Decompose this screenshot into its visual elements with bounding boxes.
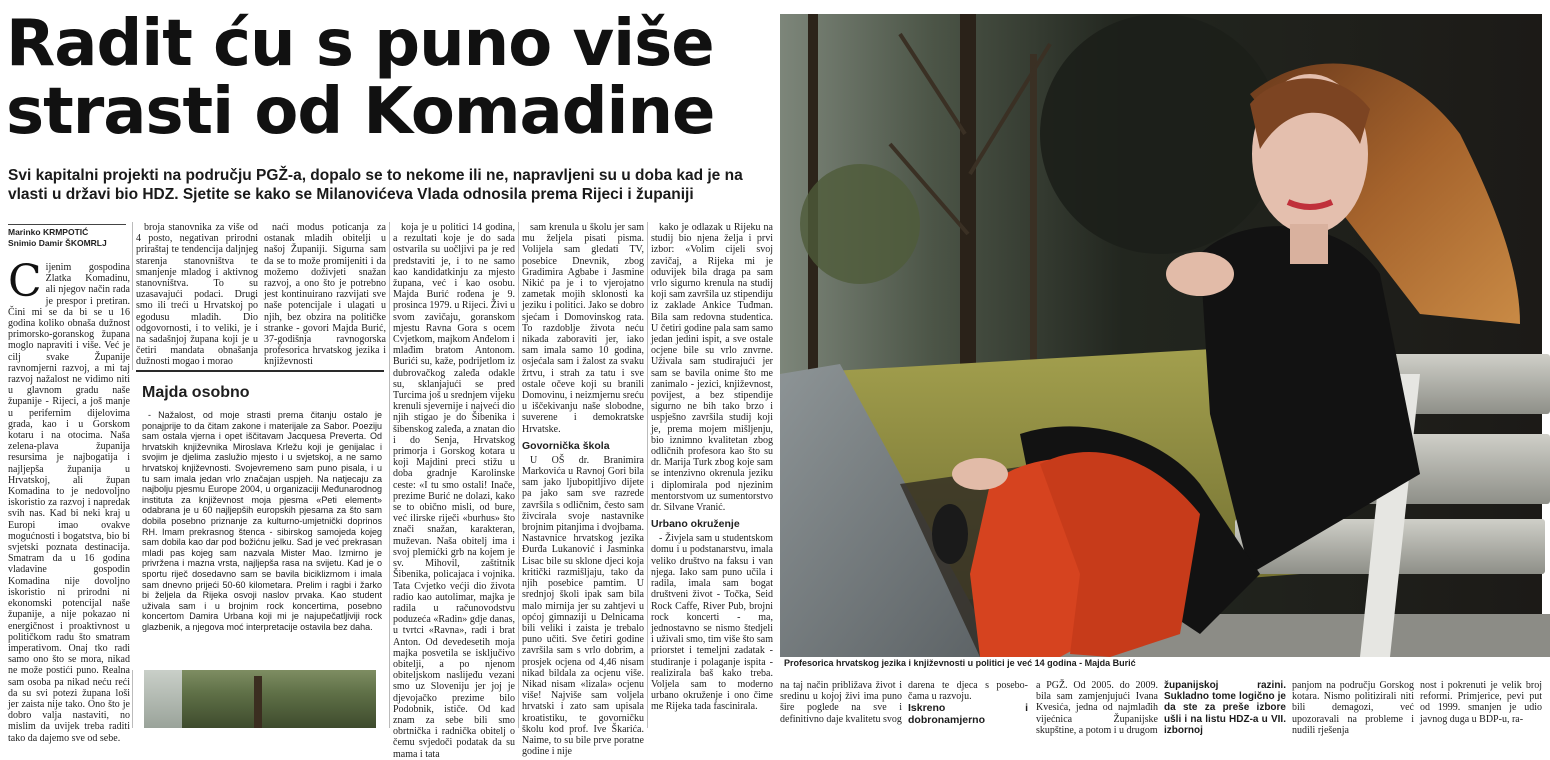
column-text: U OŠ dr. Branimira Markovića u Ravnoj Gori bila sam jako ljubopitljivo dijete pa jako sam sve razrede završila s odličnim, često sam živcirala svoje nastavnike brojnim pitanjima i dvojbama. Nastavnice hrvatskog jezika Đurđa Lukanović i Jasminka Lisac bile su sklone djeci koja kritički razmišljaju, tako da njih posebice pamtim. U srednjoj školi ipak sam bila malo mirnija jer su zahtjevi u općoj gimnaziji u Delnicama bili veliki i zaista je trebalo puno učiti. Sve četiri godine završila sam s vrlo dobrim, a prosjek ocjena od 4,46 nisam nikad bildala za ocjenu više. Nikad nisam «lizala» ocjenu više! Najviše sam voljela hrvatski i zato sam upisala kroatistiku, te govorničku školu kod prof. Ive Škarića. Naime, to su bile prve poratne godine i nije: [522, 454, 644, 758]
article-column-2: [136, 222, 258, 368]
subheading-iskreno-i-dobronamjerno: Iskreno i dobronamjerno: [908, 702, 1028, 727]
column-text: kako je odlazak u Rijeku na studij bio njena želja i prvi izbor: «Volim cijeli svoj zavičaj, a Rijeka mi je oduvijek bila draga pa sam vrlo sigurno krenula na studij koji sam završila uz stipendiju iz zaklade Ankice Tuđman. Bila sam redovna studentica. U četiri godine pala sam samo jedan jedini ispit, a sve ostale ocjene bile su vrlo znvrne. Uživala sam studirajući jer sam se bavila onime što me zanimalo - jezici, književnost, povijest, a bez stipendije sigurno ne bih tako brzo i uspješno završila studij koji je, prema mojem mišljenju, bio iznimno kvalitetan zbog odličnih profesora kao što su dr. Marija Turk zbog koje sam se intenzivno okrenula jeziku i diplomirala pod njezinim mentorstvom uz sumentorstvo dr. Silvane Vranić.: [651, 222, 773, 514]
subheading-urbano-okruzenje: Urbano okruženje: [651, 518, 740, 531]
column-text: županijskoj razini. Sukladno tome logično je da ste za preše izbore ušli i na listu HDZ-a u VII. izbornoj: [1164, 680, 1286, 736]
photo-caption: Profesorica hrvatskog jezika i književnosti u politici je već 14 godina - Majda Burić: [784, 658, 1136, 668]
photo-scene: [780, 14, 1542, 657]
photo-sky: [144, 670, 182, 728]
headline-line-1: Radit ću s puno više: [6, 7, 714, 81]
right-column-5: [1292, 680, 1414, 736]
article-column-3: [264, 222, 386, 368]
box-title: Majda osobno: [142, 384, 250, 401]
right-column-1: [780, 680, 902, 728]
column-divider: [389, 222, 390, 728]
column-text: darena te djeca s posebo- čama u razvoju.: [908, 680, 1028, 703]
column-text: broja stanovnika za više od 4 posto, negativan prirodni priraštaj te tendencija daljnjeg starenja stanovništva te smanjenje mladog i aktivnog stanovništva. To su uzasavajući podaci. Drugi smo ili treći u Hrvatskoj po egodusu mladih. Dio odgovornosti, i to veliki, je i na sadašnjoj župana koji je u četiri mandata obnašanja dužnosti mogao i morao: [136, 222, 258, 368]
right-column-3: [1036, 680, 1158, 736]
column-text: - Živjela sam u studentskom domu i u podstanarstvu, imala veliko društvo na faksu i van njega. Iako sam puno učila i radila, imala sam bogat društveni život - Točka, Seid Rock Caffe, River Pub, brojni rock koncerti - ma, jednostavno se nismo štedjeli i uživali smo, tim više što sam priorstet i temeljni zadatak - studiranje i polaganje ispita - realizirala baš kako treba. Voljela sam to moderno urbano okruženje i ono čime me Rijeka tada fascinirala.: [651, 533, 773, 713]
right-column-6: [1420, 680, 1542, 728]
right-column-2: [908, 680, 1028, 728]
byline-rule: [8, 224, 126, 225]
article-column-5: [522, 222, 644, 758]
box-paragraph: - Nažalost, od moje strasti prema čitanju ostalo je ponajprije to da čitam zakone i materijale za Sabor. Poeziju sam ostala vjerna i opet iščitavam Jacquesa Preverta. Od hrvatskih književnika Miroslava Krležu koji je genijalac i svojim je djelima zaslužio mjesto i u svjetskoj, a ne samo hrvatskoj književnosti. Svojevremeno sam puno pisala, i u tu sam imala jedan vrlo značajan uspjeh. Na natjecaju za najbolju pjesmu Europe 2004, u organizaciji Međunarodnog instituta za književnost moja pjesma «Peti element» odabrana je u 60 najljepših europskih pjesama za što sam dobila posebno priznanje za kulturno-umjetnički doprinos RH. Imam prekrasnog štenca - sibirskog samojeda kojeg sam dobila kao dar pod božićnu jelku. Sad je već prekrasan mladi pas kojeg sam nazvala Mister Mao. Izmirno je privržena i mazna vrsta, najljepša rasa na svijetu. Kad je o sportu riječ dosedavno sam se bavila biciklizmom i imala sam dnevno prijeći 50-60 kilometara. Prelim i ragbi i žarko bi željela da Rijeka osvoji naslov prvaka. Kao student uživala sam i u brojnim rock koncertima, posebno koncertom Damira Urbana koji mi je najupečatljiviji rock glazbenik, a njegova moć interpretacije ostavila bez daha.: [142, 410, 382, 632]
photo-tree-trunk: [254, 676, 262, 728]
column-text: panjom na području Gorskog kotara. Nismo politizirali niti bili demagozi, već upozoravali na probleme i nudili rješenja: [1292, 680, 1414, 736]
column-text: a PGŽ. Od 2005. do 2009. bila sam zamjenjujući Ivana Kvesića, jedna od najmlađih vijećnica Županijske skupštine, a potom i u drugom: [1036, 680, 1158, 736]
column-text: naći modus poticanja za ostanak mladih obitelji u našoj Županiji. Sigurna sam da se to može promijeniti i da možemo doživjeti snažan razvoj, a ono što je potrebno jest kontinuirano razvijati sve naše potencijale i ulagati u njih, bez obzira na političke stranke - govori Majda Burić, 37-godišnja ravnogorska profesorica hrvatskog jezika i književnosti: [264, 222, 386, 368]
column-text: ijenim gospodina Zlatka Komadinu, ali njegov način rada je prespor i pretiran. Čini mi se da bi se u 16 godina koliko obnaša dužnost primorsko-goranskog župana moglo napraviti i više. Već je cilj svake Županije ravnomjerni razvoj, a mi taj razvoj nažalost ne vidimo niti u glavnom gradu naše županije - Rijeci, a još manje u perifernim dijelovima grada, kao i u Gorskom kotaru i na otocima. Naša zelena-plava županija resursima je najbogatija i najljepša županija u Hrvatskoj, ali župan Komadina to je nedovoljno iskoristio za razvoj i napredak svih nas. Kad bi neki kraj u Europi imao ovakve mogućnosti i bogatstva, bio bi svjetski poznata destinacija. Smatram da u 16 godina vladavine gospodin Komadina nije dovoljno iskoristio ni prirodni ni ekonomski potencijal naše županije, a nije pokazao ni energičnost i proaktivnost u političkom radu što smatram imperativom. Onaj tko radi samo ono što se mora, nikad ne može postići puno. Realna sam osoba pa nikad neću reći da su svi potezi župana loši jer zaista nije tako. Ono što je dobro valja nastaviti, no mislim da uvijek treba raditi tako da dajemo sve od sebe.: [8, 262, 130, 744]
drop-cap: C: [8, 256, 42, 307]
sidebar-box-majda-osobno: [132, 370, 388, 670]
column-text: koja je u politici 14 godina, a rezultati koje je do sada ostvarila su uočljivi pa je red predstaviti je, i to ne samo kao kandidatkinju za mjesto župana, već i kao osobu. Majda Burić rođena je 9. prosinca 1979. u Rijeci. Živi u svom zavičaju, goranskom mjestu Ravna Gora s ocem Cvjetkom, majkom Anđelom i mlađim bratom Antonom. Burići su, kaže, podrijetlom iz dubrovačkog zaleđa odakle su, sklanjajući se pred Turcima još u srednjem vijeku krenuli sjevernije i najveći dio njih stigao je do Šibenika i šibenskog zaleđa, a znatan dio i do Senja, Hrvatskog primorja i Gorskog kotara u koji Majdini preci stižu u doba gradnje Karolinske ceste: «I tu smo ostali! Inače, prezime Burić ne dolazi, kako se to obično misli, od bure, već ilirske riječi «burhus» što znači snažan, karakteran, muževan. Naša obitelj ima i svoj plemićki grb na kojem je sv. Mihovil, zaštitnik Šibenika, policajaca i vojnika. Tata Cvjetko većji dio života radio kao autolimar, majka je radila u računovodstvu poduzeća «Radin» gdje danas, u tvrtci «Ravna», radi i brat Anton. Od devedesetih moja majka posvetila se isključivo obitelji, a po njenom obiteljskom naslijeđu vezani smo uz Sloveniju jer joj je djevojačko prezime bilo Podobnik, ističe. Od kad znam za sebe bili smo obrtnička i radnička obitelj o čemu svjedoči podatak da su mama i tata: [393, 222, 515, 760]
box-top-rule: [136, 370, 384, 372]
article-column-6: [651, 222, 773, 728]
column-text: nost i pokrenuti je velik broj reformi. Primjerice, pevi put od 1999. smanjen je udio javnog duga u BDP-u, ra-: [1420, 680, 1542, 725]
article-deck: Svi kapitalni projekti na području PGŽ-a, dopalo se to nekome ili ne, napravljeni su u doba kad je na vlasti u državi bio HDZ. Sjetite se kako se Milanovićeva Vlada odnosila prema Rijeci i županiji: [8, 167, 743, 203]
box-text: [142, 410, 382, 660]
right-page: [780, 0, 1550, 736]
column-divider: [647, 222, 648, 728]
inline-photo: [144, 670, 376, 728]
column-divider: [518, 222, 519, 728]
right-column-4: [1164, 680, 1286, 736]
headline-line-2: strasti od Komadine: [6, 75, 715, 149]
article-column-1: [8, 256, 130, 744]
portrait-photo: [780, 14, 1542, 657]
article-column-4: [393, 222, 515, 760]
byline-photographer: Snimio Damir ŠKOMRLJ: [8, 238, 107, 248]
column-text: sam krenula u školu jer sam mu željela pisati pisma. Volijela sam gledati TV, posebice Dnevnik, zbog Gradimira Agbabe i Jasmine Nikić pa je i to vjerojatno zametak mojih sklonosti ka jeziku i politici. Jako se dobro sjećam i Domovinskog rata. To razdoblje života neću nikada zaboraviti jer, iako sam imala samo 10 godina, osjećala sam i žalost za svaku žrtvu, i strah za tatu i sve ostale očeve koji su branili Domovinu, i neizmjernu sreću u iščekivanju naše slobodne, suverene i demokratske Hrvatske.: [522, 222, 644, 435]
byline-author: Marinko KRMPOTIĆ: [8, 227, 89, 237]
column-text: na taj način približava život i sredinu u kojoj živi ima puno šire poglede na sve i definitivno daje kvalitetu svog: [780, 680, 902, 725]
headline: [6, 7, 776, 149]
subheading-govornicka-skola: Govornička škola: [522, 439, 610, 452]
byline: [8, 223, 128, 249]
